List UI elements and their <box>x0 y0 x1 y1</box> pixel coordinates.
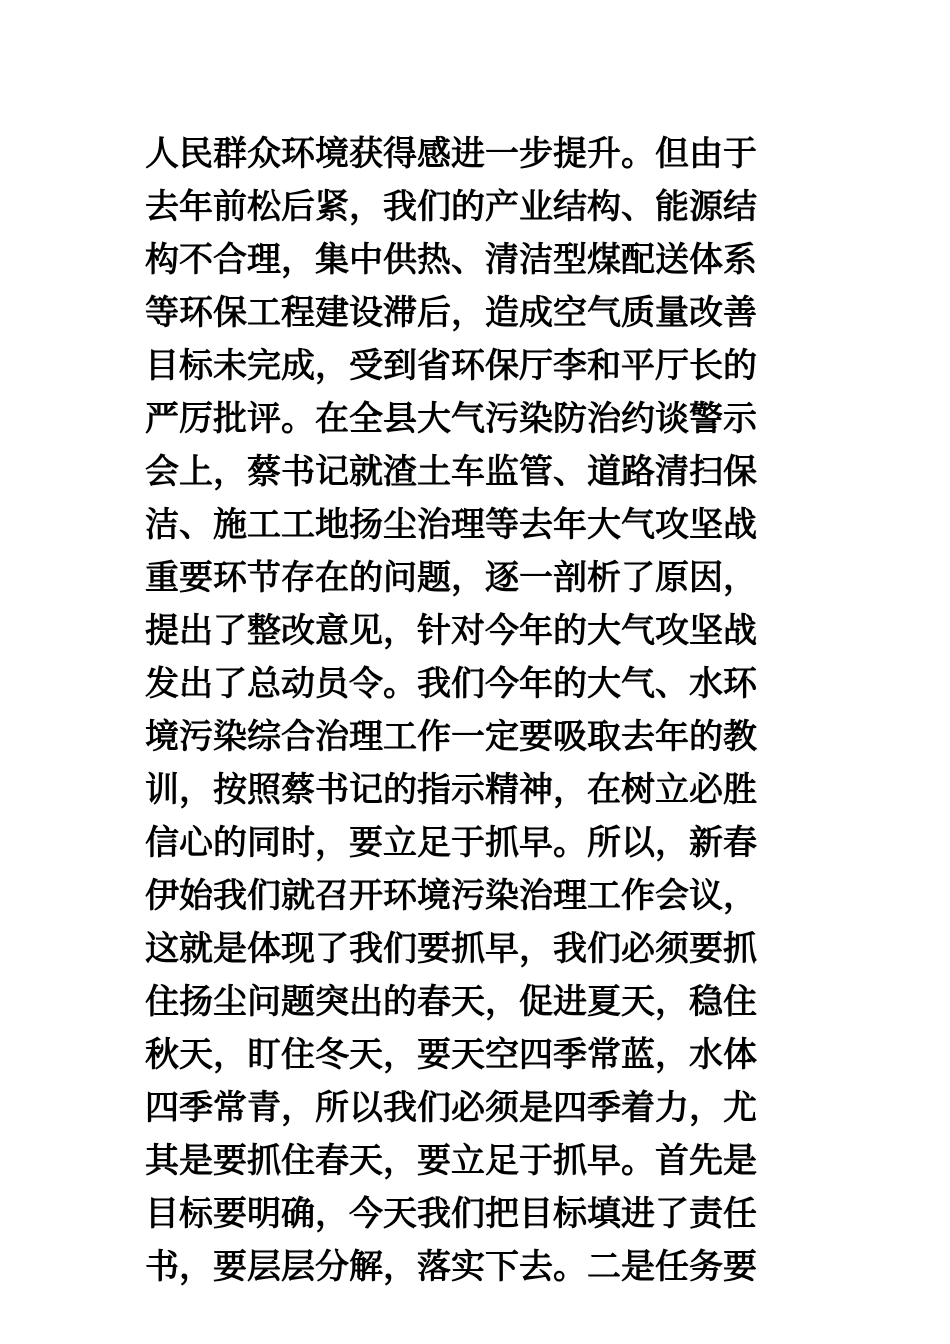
text-line-11: 发出了总动员令。我们今年的大气、水环 <box>145 664 757 704</box>
text-line-15: 伊始我们就召开环境污染治理工作会议， <box>145 876 757 916</box>
text-line-3: 构不合理，集中供热、清洁型煤配送体系 <box>145 240 757 280</box>
text-line-9: 重要环节存在的问题，逐一剖析了原因， <box>145 558 757 598</box>
text-line-1: 人民群众环境获得感进一步提升。但由于 <box>145 134 757 174</box>
text-line-17: 住扬尘问题突出的春天，促进夏天，稳住 <box>145 982 757 1022</box>
text-line-19: 四季常青，所以我们必须是四季着力，尤 <box>145 1088 757 1128</box>
text-line-20: 其是要抓住春天，要立足于抓早。首先是 <box>145 1141 757 1181</box>
text-line-13: 训，按照蔡书记的指示精神，在树立必胜 <box>145 770 757 810</box>
body-text <box>145 128 785 1294</box>
text-line-22: 书，要层层分解，落实下去。二是任务要 <box>145 1247 757 1287</box>
text-line-2: 去年前松后紧，我们的产业结构、能源结 <box>145 187 757 227</box>
text-line-18: 秋天，盯住冬天，要天空四季常蓝，水体 <box>145 1035 757 1075</box>
text-line-21: 目标要明确，今天我们把目标填进了责任 <box>145 1194 757 1234</box>
text-line-4: 等环保工程建设滞后，造成空气质量改善 <box>145 293 757 333</box>
text-line-5: 目标未完成，受到省环保厅李和平厅长的 <box>145 346 757 386</box>
text-line-8: 洁、施工工地扬尘治理等去年大气攻坚战 <box>145 505 757 545</box>
text-line-10: 提出了整改意见，针对今年的大气攻坚战 <box>145 611 757 651</box>
text-line-12: 境污染综合治理工作一定要吸取去年的教 <box>145 717 757 757</box>
text-line-7: 会上，蔡书记就渣土车监管、道路清扫保 <box>145 452 757 492</box>
text-line-14: 信心的同时，要立足于抓早。所以，新春 <box>145 823 757 863</box>
text-line-16: 这就是体现了我们要抓早，我们必须要抓 <box>145 929 757 969</box>
text-line-6: 严厉批评。在全县大气污染防治约谈警示 <box>145 399 757 439</box>
